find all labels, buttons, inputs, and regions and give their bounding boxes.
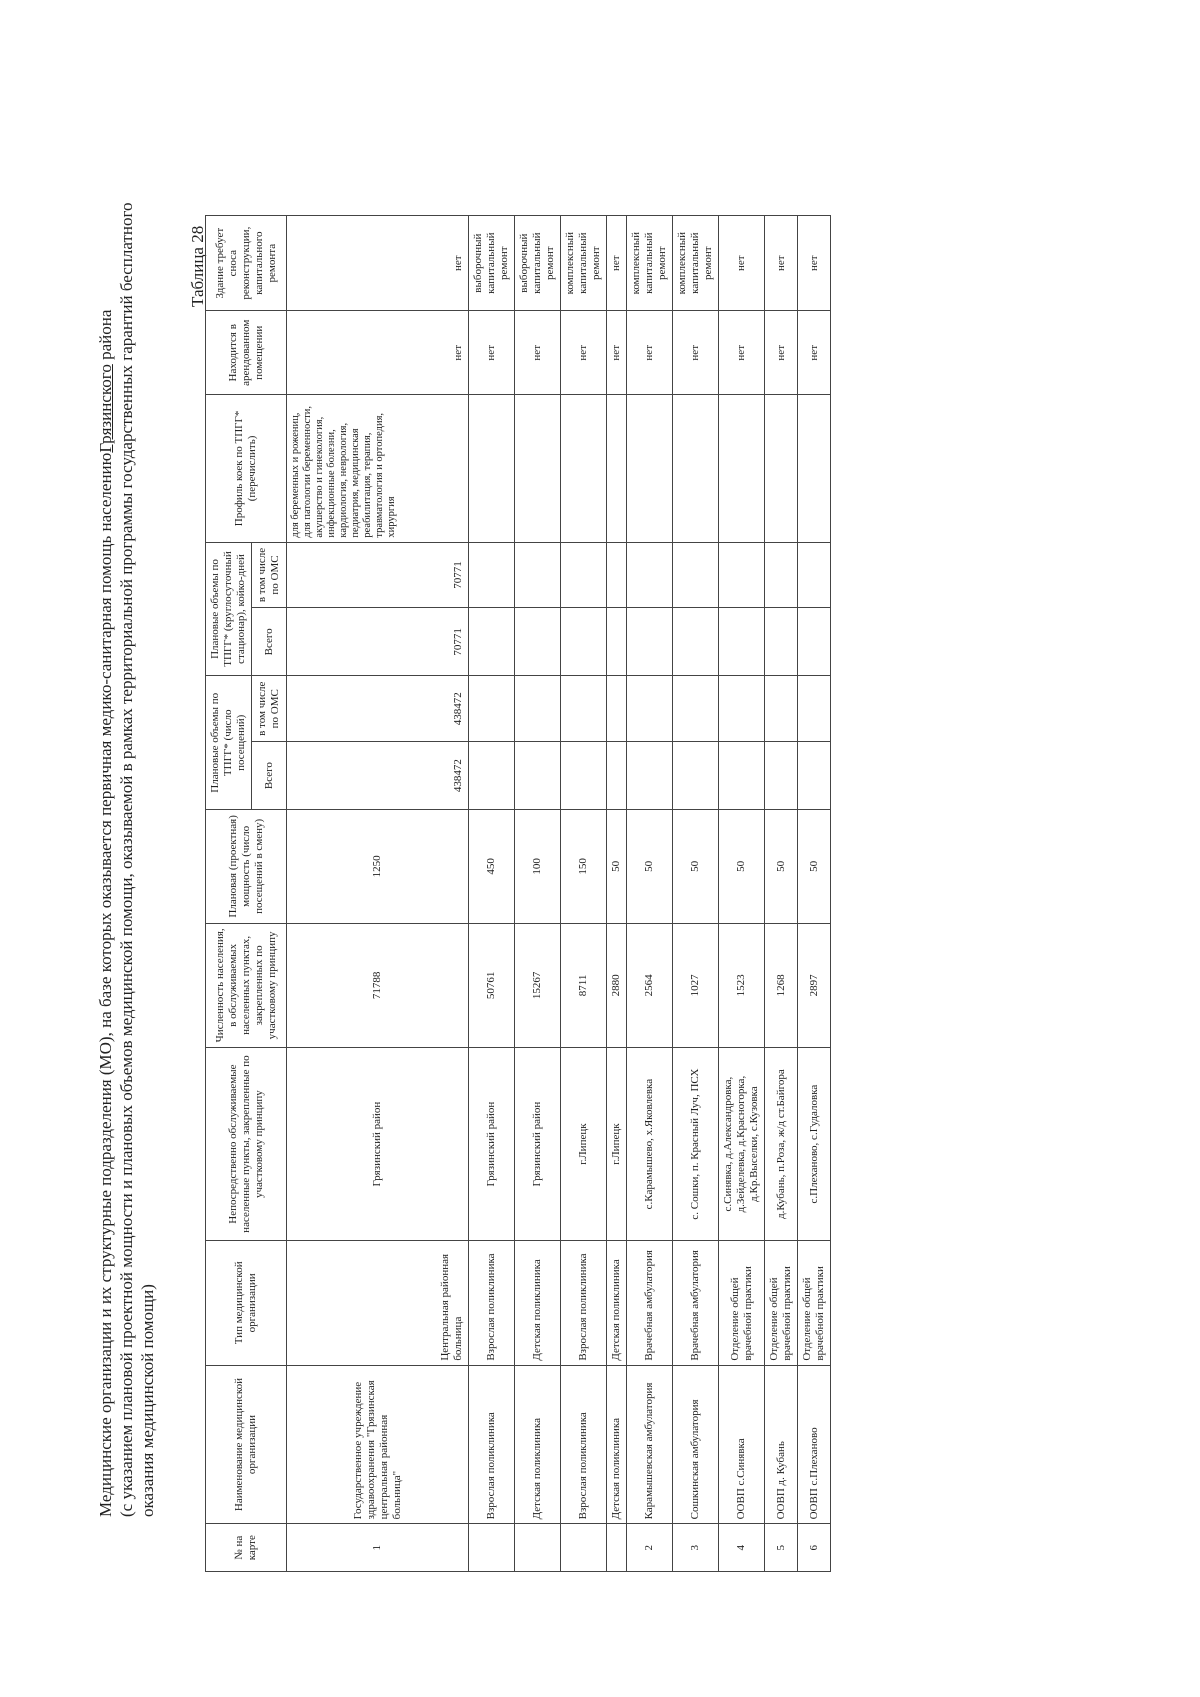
cell-condition: нет bbox=[765, 216, 798, 311]
cell-population: 8711 bbox=[561, 923, 607, 1048]
medical-organizations-table bbox=[205, 215, 831, 1572]
table-row bbox=[673, 216, 719, 1572]
document-title bbox=[95, 197, 116, 1517]
col-type: Тип медицинской организации bbox=[206, 1240, 287, 1365]
cell-visits-total bbox=[561, 742, 607, 810]
col-served: Непосредственно обслуживаемые населенные пункты, закрепленные по участковому принципу bbox=[206, 1048, 287, 1241]
cell-visits-total bbox=[719, 742, 765, 810]
cell-profiles bbox=[515, 395, 561, 542]
col-tpgg-beds: Плановые объемы по ТПГГ* (круглосуточный стационар), койко-дней bbox=[206, 542, 252, 676]
document-subtitle: (с указанием плановой проектной мощности и плановых объемов медицинской помощи, оказываемой в рамках территориальной программы государственных гарантий бесплатного оказания медицинской помощи) bbox=[117, 202, 157, 1517]
cell-beds-oms bbox=[515, 542, 561, 608]
cell-condition: нет bbox=[287, 216, 469, 311]
cell-visits-oms bbox=[765, 676, 798, 742]
cell-num bbox=[469, 1524, 515, 1572]
cell-beds-total bbox=[719, 608, 765, 676]
cell-profiles: для беременных и рожениц, для патологии беременности, акушерство и гинекология, инфекционные болезни, кардиология, неврология, педиатрия, медицинская реабилитация, терапия, травматология и ортопедия, хирургия bbox=[287, 395, 469, 542]
cell-population: 2897 bbox=[798, 923, 831, 1048]
cell-condition: нет bbox=[607, 216, 627, 311]
cell-population: 1523 bbox=[719, 923, 765, 1048]
cell-served: с.Карамышево, х.Яковлевка bbox=[627, 1048, 673, 1241]
cell-visits-oms bbox=[627, 676, 673, 742]
cell-population: 71788 bbox=[287, 923, 469, 1048]
cell-served: с. Сошки, п. Красный Луч, ПСХ bbox=[673, 1048, 719, 1241]
cell-visits-total bbox=[798, 742, 831, 810]
cell-population: 15267 bbox=[515, 923, 561, 1048]
cell-served: с.Плеханово, с.Гудаловка bbox=[798, 1048, 831, 1241]
cell-visits-total bbox=[765, 742, 798, 810]
table-row bbox=[469, 216, 515, 1572]
cell-condition: выборочный капитальный ремонт bbox=[469, 216, 515, 311]
cell-visits-total bbox=[607, 742, 627, 810]
title-main: Медицинские организации и их структурные подразделения (МО), на базе которых оказывается первичная медико-санитарная помощь населению bbox=[96, 452, 115, 1517]
table-row bbox=[765, 216, 798, 1572]
cell-condition: нет bbox=[719, 216, 765, 311]
cell-beds-total bbox=[627, 608, 673, 676]
cell-visits-total bbox=[469, 742, 515, 810]
cell-name: ООВП с.Синявка bbox=[719, 1365, 765, 1524]
cell-beds-total bbox=[765, 608, 798, 676]
table-row bbox=[798, 216, 831, 1572]
cell-served: г.Липецк bbox=[561, 1048, 607, 1241]
cell-name: ООВП д. Кубань bbox=[765, 1365, 798, 1524]
cell-num: 2 bbox=[627, 1524, 673, 1572]
table-row bbox=[627, 216, 673, 1572]
cell-beds-oms bbox=[719, 542, 765, 608]
cell-beds-oms bbox=[765, 542, 798, 608]
table-row bbox=[561, 216, 607, 1572]
cell-type: Взрослая поликлиника bbox=[469, 1240, 515, 1365]
col-tpgg-visits: Плановые объемы по ТПГГ* (число посещений) bbox=[206, 676, 252, 810]
cell-visits-oms bbox=[798, 676, 831, 742]
cell-visits-total bbox=[673, 742, 719, 810]
cell-visits-total bbox=[515, 742, 561, 810]
cell-profiles bbox=[719, 395, 765, 542]
document-heading bbox=[95, 197, 158, 1517]
cell-name: Карамышевская амбулатория bbox=[627, 1365, 673, 1524]
cell-served: Грязинский район bbox=[287, 1048, 469, 1241]
cell-name: Взрослая поликлиника bbox=[561, 1365, 607, 1524]
cell-capacity: 150 bbox=[561, 810, 607, 923]
cell-population: 2880 bbox=[607, 923, 627, 1048]
cell-beds-total bbox=[515, 608, 561, 676]
cell-rented: нет bbox=[515, 311, 561, 395]
title-district: Грязинского bbox=[96, 364, 115, 453]
cell-served: с.Синявка, д.Александровка, д.Зейделевка, д.Красногорка, д.Кр.Выселки, с.Кузовка bbox=[719, 1048, 765, 1241]
cell-capacity: 450 bbox=[469, 810, 515, 923]
cell-capacity: 50 bbox=[607, 810, 627, 923]
cell-profiles bbox=[765, 395, 798, 542]
cell-beds-oms bbox=[561, 542, 607, 608]
cell-type: Детская поликлиника bbox=[607, 1240, 627, 1365]
cell-num: 3 bbox=[673, 1524, 719, 1572]
col-capacity: Плановая (проектная) мощность (число посещений в смену) bbox=[206, 810, 287, 923]
table-row bbox=[719, 216, 765, 1572]
cell-served: г.Липецк bbox=[607, 1048, 627, 1241]
cell-condition: комплексный капитальный ремонт bbox=[627, 216, 673, 311]
cell-rented: нет bbox=[673, 311, 719, 395]
cell-capacity: 50 bbox=[673, 810, 719, 923]
cell-visits-oms bbox=[515, 676, 561, 742]
cell-profiles bbox=[469, 395, 515, 542]
table-row bbox=[607, 216, 627, 1572]
cell-condition: комплексный капитальный ремонт bbox=[673, 216, 719, 311]
cell-capacity: 1250 bbox=[287, 810, 469, 923]
col-visits-total: Всего bbox=[252, 742, 287, 810]
cell-beds-total bbox=[798, 608, 831, 676]
cell-visits-total: 438472 bbox=[287, 742, 469, 810]
cell-name: Детская поликлиника bbox=[515, 1365, 561, 1524]
cell-condition: комплексный капитальный ремонт bbox=[561, 216, 607, 311]
cell-beds-oms: 70771 bbox=[287, 542, 469, 608]
col-num: № на карте bbox=[206, 1524, 287, 1572]
cell-beds-oms bbox=[607, 542, 627, 608]
cell-name: Сошкинская амбулатория bbox=[673, 1365, 719, 1524]
cell-name: Взрослая поликлиника bbox=[469, 1365, 515, 1524]
cell-num: 4 bbox=[719, 1524, 765, 1572]
cell-rented: нет bbox=[798, 311, 831, 395]
col-condition: Здание требует сноса реконструкции, капитального ремонта bbox=[206, 216, 287, 311]
cell-rented: нет bbox=[469, 311, 515, 395]
cell-beds-total bbox=[469, 608, 515, 676]
cell-num bbox=[607, 1524, 627, 1572]
cell-condition: нет bbox=[798, 216, 831, 311]
cell-type: Отделение общей врачебной практики bbox=[719, 1240, 765, 1365]
cell-rented: нет bbox=[287, 311, 469, 395]
cell-beds-oms bbox=[627, 542, 673, 608]
table-number: Таблица 28 bbox=[188, 225, 207, 307]
col-name: Наименование медицинской организации bbox=[206, 1365, 287, 1524]
cell-beds-oms bbox=[798, 542, 831, 608]
cell-visits-oms bbox=[607, 676, 627, 742]
table-row bbox=[515, 216, 561, 1572]
col-rented: Находится в арендованном помещении bbox=[206, 311, 287, 395]
cell-capacity: 50 bbox=[627, 810, 673, 923]
cell-rented: нет bbox=[765, 311, 798, 395]
cell-population: 1027 bbox=[673, 923, 719, 1048]
cell-type: Детская поликлиника bbox=[515, 1240, 561, 1365]
col-beds-oms: в том числе по ОМС bbox=[252, 542, 287, 608]
cell-visits-oms bbox=[719, 676, 765, 742]
cell-type: Отделение общей врачебной практики bbox=[765, 1240, 798, 1365]
cell-name: Государственное учреждение здравоохранения "Грязинская центральная районная больница" bbox=[287, 1365, 469, 1524]
cell-beds-total bbox=[673, 608, 719, 676]
cell-population: 2564 bbox=[627, 923, 673, 1048]
cell-profiles bbox=[561, 395, 607, 542]
cell-profiles bbox=[627, 395, 673, 542]
cell-name: ООВП с.Плеханово bbox=[798, 1365, 831, 1524]
cell-type: Центральная районная больница bbox=[287, 1240, 469, 1365]
col-profiles: Профиль коек по ТПГГ* (перечислить) bbox=[206, 395, 287, 542]
cell-capacity: 100 bbox=[515, 810, 561, 923]
cell-rented: нет bbox=[607, 311, 627, 395]
cell-served: д.Кубань, п.Роза, ж/д ст.Байгора bbox=[765, 1048, 798, 1241]
cell-type: Врачебная амбулатория bbox=[673, 1240, 719, 1365]
cell-num: 5 bbox=[765, 1524, 798, 1572]
cell-condition: выборочный капитальный ремонт bbox=[515, 216, 561, 311]
cell-served: Грязинский район bbox=[469, 1048, 515, 1241]
cell-profiles bbox=[673, 395, 719, 542]
cell-visits-total bbox=[627, 742, 673, 810]
cell-served: Грязинский район bbox=[515, 1048, 561, 1241]
cell-beds-total bbox=[607, 608, 627, 676]
title-end: района bbox=[96, 309, 115, 365]
cell-visits-oms bbox=[561, 676, 607, 742]
cell-type: Взрослая поликлиника bbox=[561, 1240, 607, 1365]
cell-visits-oms bbox=[469, 676, 515, 742]
cell-profiles bbox=[798, 395, 831, 542]
cell-name: Детская поликлиника bbox=[607, 1365, 627, 1524]
col-visits-oms: в том числе по ОМС bbox=[252, 676, 287, 742]
cell-visits-oms bbox=[673, 676, 719, 742]
cell-rented: нет bbox=[561, 311, 607, 395]
cell-population: 1268 bbox=[765, 923, 798, 1048]
cell-rented: нет bbox=[627, 311, 673, 395]
cell-num: 1 bbox=[287, 1524, 469, 1572]
cell-beds-total bbox=[561, 608, 607, 676]
cell-beds-oms bbox=[673, 542, 719, 608]
cell-beds-total: 70771 bbox=[287, 608, 469, 676]
table-row bbox=[287, 216, 469, 1572]
cell-capacity: 50 bbox=[798, 810, 831, 923]
cell-beds-oms bbox=[469, 542, 515, 608]
cell-capacity: 50 bbox=[765, 810, 798, 923]
col-population: Численность населения, в обслуживаемых населенных пунктах, закрепленных по участковому принципу bbox=[206, 923, 287, 1048]
cell-visits-oms: 438472 bbox=[287, 676, 469, 742]
cell-population: 50761 bbox=[469, 923, 515, 1048]
cell-num bbox=[561, 1524, 607, 1572]
cell-type: Врачебная амбулатория bbox=[627, 1240, 673, 1365]
cell-profiles bbox=[607, 395, 627, 542]
cell-capacity: 50 bbox=[719, 810, 765, 923]
cell-num bbox=[515, 1524, 561, 1572]
cell-num: 6 bbox=[798, 1524, 831, 1572]
cell-type: Отделение общей врачебной практики bbox=[798, 1240, 831, 1365]
cell-rented: нет bbox=[719, 311, 765, 395]
table-header-row bbox=[206, 216, 252, 1572]
col-beds-total: Всего bbox=[252, 608, 287, 676]
